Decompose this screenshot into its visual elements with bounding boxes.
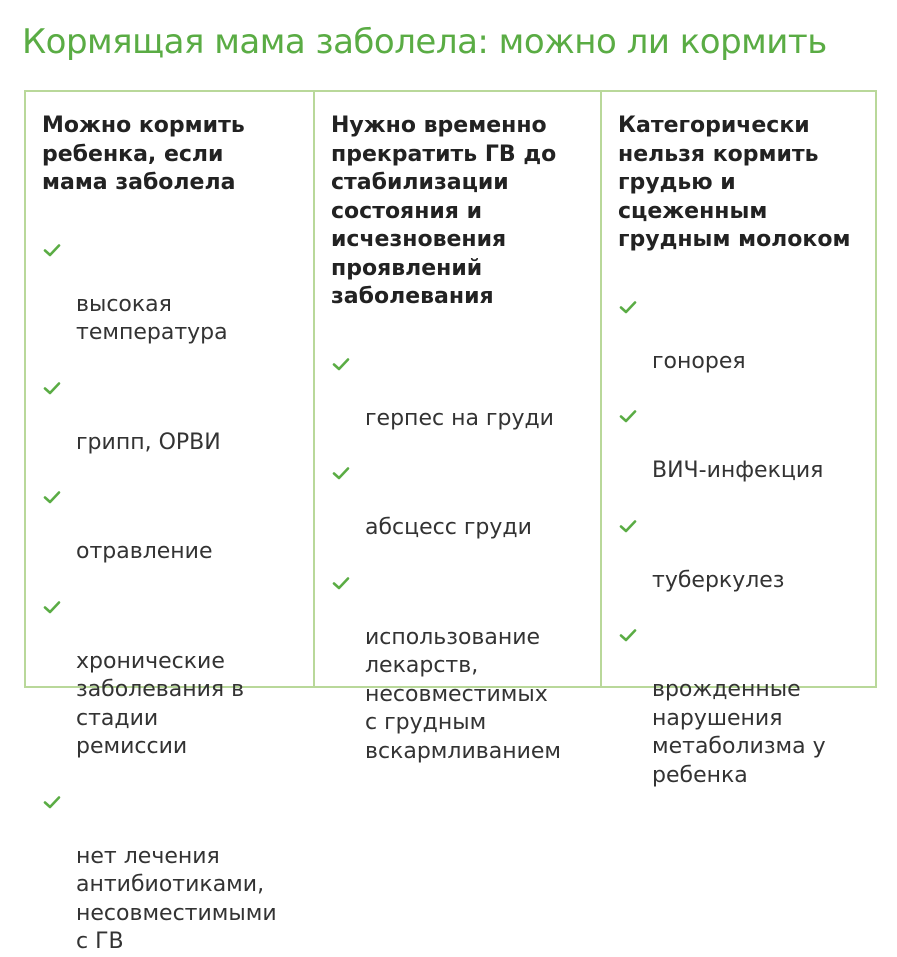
list-item-label: абсцесс груди xyxy=(365,515,532,540)
check-icon xyxy=(618,627,638,643)
check-icon xyxy=(618,299,638,315)
column-can-feed xyxy=(26,92,313,954)
list-item-label: использование лекарств, несовместимых с грудным вскармливанием xyxy=(365,624,562,764)
info-table xyxy=(24,90,877,954)
list-item-label: ВИЧ-инфекция xyxy=(652,458,824,483)
list-item-label: нет лечения антибиотиками, несовместимыми с ГВ xyxy=(76,843,277,954)
check-icon xyxy=(42,794,62,810)
list-item-label: высокая температура xyxy=(76,291,228,345)
check-icon xyxy=(42,380,62,396)
list-item xyxy=(618,400,859,486)
list-item-label: врожденные нарушения метаболизма у ребенка xyxy=(652,677,826,788)
check-icon xyxy=(331,465,351,481)
item-list xyxy=(618,291,859,791)
list-item-label: грипп, ОРВИ xyxy=(76,429,221,455)
list-item-label: хронические заболевания в стадии ремиссии xyxy=(76,648,245,759)
list-item xyxy=(331,457,584,543)
list-item xyxy=(42,234,297,348)
list-item xyxy=(42,786,297,957)
list-item xyxy=(618,619,859,790)
column-pause-feeding xyxy=(313,92,600,764)
list-item xyxy=(331,567,584,767)
column-header: Нужно временно прекратить ГВ до стабилизации состояния и исчезновения проявлений заболевания xyxy=(331,113,557,309)
list-item xyxy=(618,291,859,377)
check-icon xyxy=(42,599,62,615)
check-icon xyxy=(42,489,62,505)
check-icon xyxy=(331,575,351,591)
list-item-label: герпес на груди xyxy=(365,405,554,431)
list-item-label: туберкулез xyxy=(652,567,785,593)
check-icon xyxy=(42,242,62,258)
page-title: Кормящая мама заболела: можно ли кормить xyxy=(22,22,827,62)
check-icon xyxy=(618,518,638,534)
item-list xyxy=(42,234,297,957)
list-item-label: отравление xyxy=(76,539,213,564)
column-header: Можно кормить ребенка, если мама заболела xyxy=(42,113,245,195)
list-item xyxy=(42,591,297,762)
column-never-feed xyxy=(600,92,875,788)
list-item xyxy=(618,510,859,596)
list-item xyxy=(42,481,297,567)
check-icon xyxy=(331,356,351,372)
item-list xyxy=(331,348,584,767)
list-item-label: гонорея xyxy=(652,348,746,374)
check-icon xyxy=(618,408,638,424)
list-item xyxy=(331,348,584,434)
list-item xyxy=(42,372,297,458)
column-header: Категорически нельзя кормить грудью и сцеженным грудным молоком xyxy=(618,113,851,252)
